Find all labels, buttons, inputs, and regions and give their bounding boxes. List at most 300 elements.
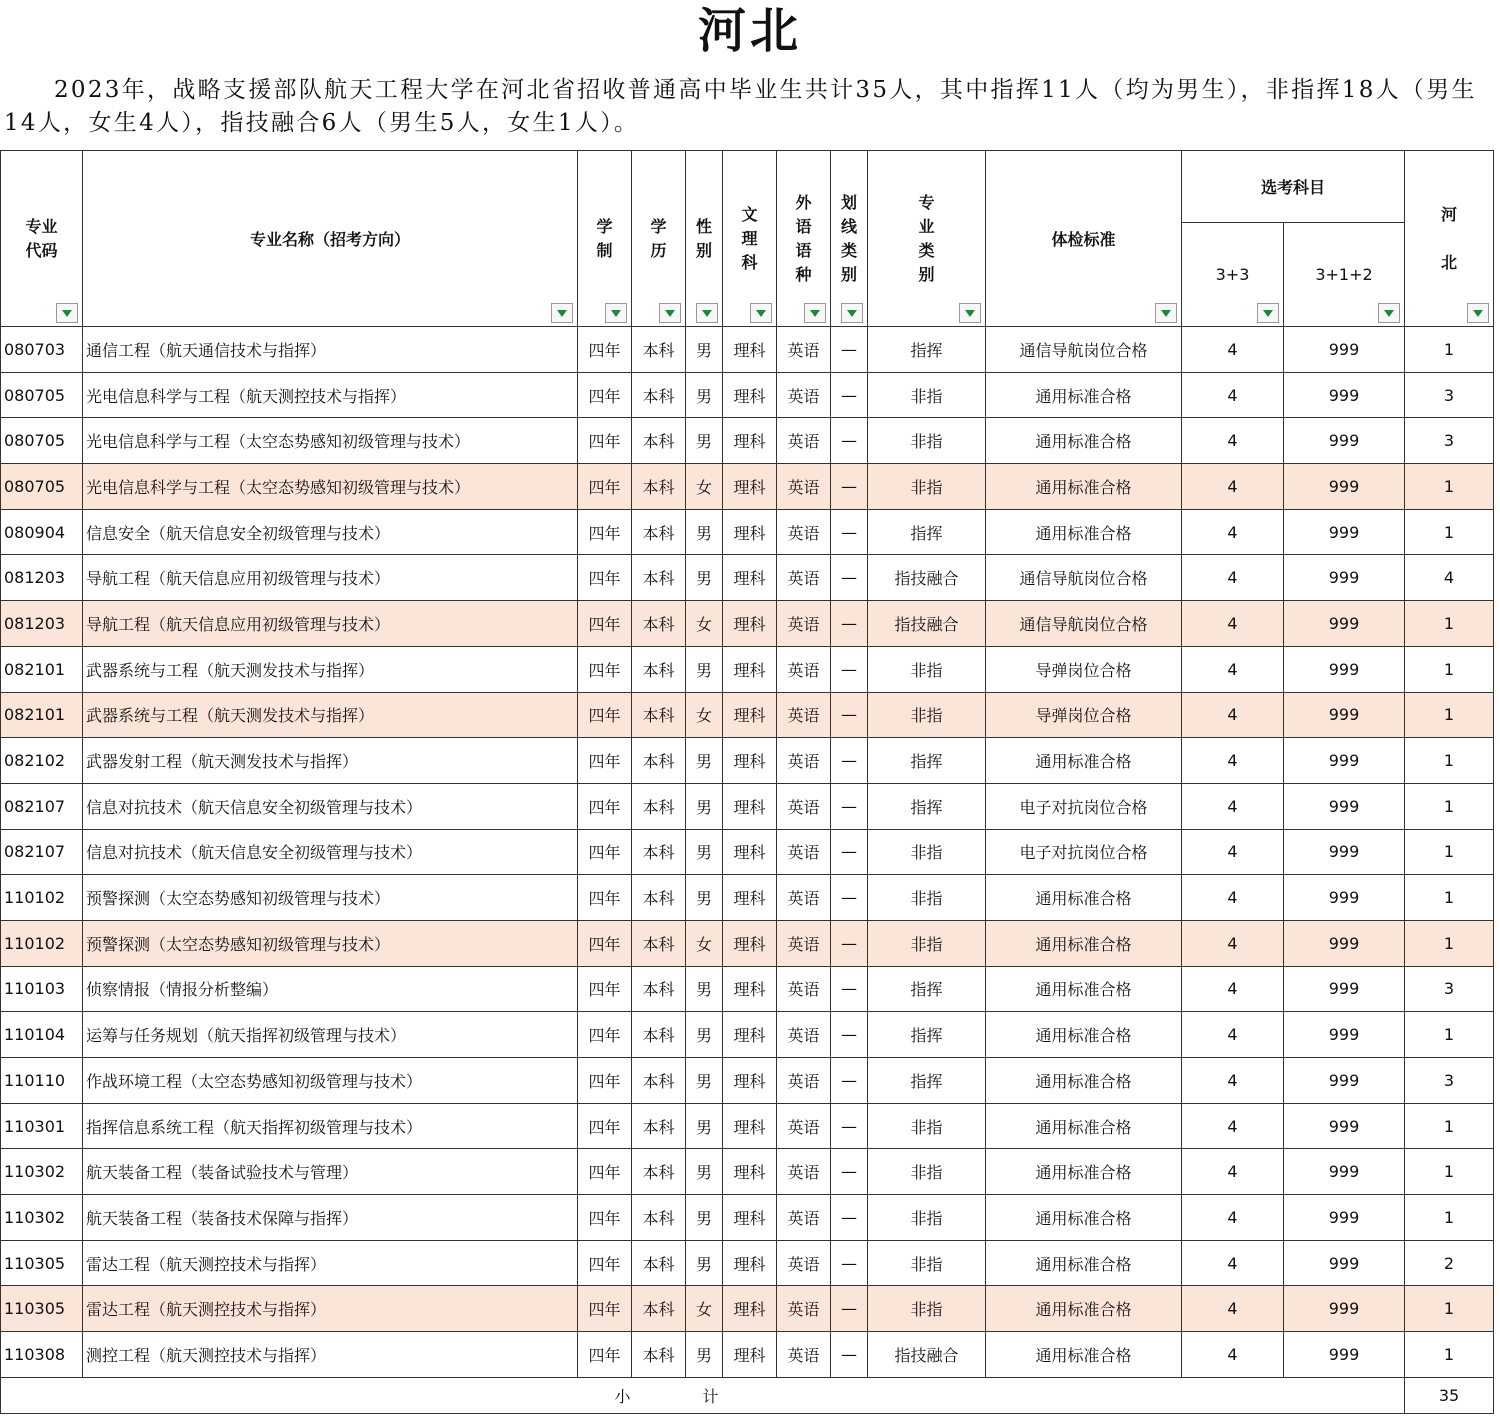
cell-duration: 四年 [578,966,632,1012]
cell-hebei-count: 1 [1405,692,1494,738]
cell-track: 理科 [723,327,777,373]
cell-major-name: 信息对抗技术（航天信息安全初级管理与技术） [83,829,578,875]
cell-health-standard: 通用标准合格 [986,1012,1182,1058]
cell-language: 英语 [777,966,831,1012]
cell-health-standard: 通用标准合格 [986,875,1182,921]
cell-major-name: 武器发射工程（航天测发技术与指挥） [83,738,578,784]
subtotal-row [1,1377,1494,1413]
cell-code: 082107 [1,829,83,875]
cell-duration: 四年 [578,1286,632,1332]
cell-health-standard: 通信导航岗位合格 [986,601,1182,647]
cell-hebei-count: 3 [1405,966,1494,1012]
header-xingbie: 性别 [686,151,723,327]
cell-3plus3: 4 [1182,783,1284,829]
cell-3plus3: 4 [1182,464,1284,510]
filter-dropdown-icon[interactable] [605,303,627,323]
cell-code: 080705 [1,418,83,464]
cell-degree: 本科 [632,1332,686,1378]
header-waiyu: 外语语种 [777,151,831,327]
table-row [1,738,1494,784]
cell-gender: 男 [686,509,723,555]
subtotal-value: 35 [1405,1377,1494,1413]
page-title: 河北 [697,3,802,59]
table-row [1,327,1494,373]
cell-hebei-count: 1 [1405,327,1494,373]
cell-degree: 本科 [632,555,686,601]
cell-code: 110302 [1,1195,83,1241]
cell-track: 理科 [723,829,777,875]
cell-track: 理科 [723,418,777,464]
cell-3plus3: 4 [1182,1012,1284,1058]
cell-gender: 女 [686,601,723,647]
cell-major-name: 光电信息科学与工程（航天测控技术与指挥） [83,372,578,418]
cell-major-type: 非指 [868,875,986,921]
cell-hebei-count: 1 [1405,875,1494,921]
table-row [1,464,1494,510]
cell-code: 082101 [1,646,83,692]
cell-degree: 本科 [632,1195,686,1241]
table-row [1,1012,1494,1058]
cell-3plus1plus2: 999 [1284,692,1405,738]
cell-line-type: — [831,646,868,692]
cell-track: 理科 [723,1195,777,1241]
cell-gender: 男 [686,555,723,601]
cell-track: 理科 [723,966,777,1012]
cell-language: 英语 [777,418,831,464]
cell-degree: 本科 [632,1103,686,1149]
enrollment-table [0,150,1494,1414]
cell-degree: 本科 [632,966,686,1012]
filter-dropdown-icon[interactable] [750,303,772,323]
cell-degree: 本科 [632,372,686,418]
cell-line-type: — [831,418,868,464]
filter-dropdown-icon[interactable] [1378,303,1400,323]
cell-code: 110308 [1,1332,83,1378]
cell-3plus1plus2: 999 [1284,601,1405,647]
cell-3plus1plus2: 999 [1284,1286,1405,1332]
cell-line-type: — [831,875,868,921]
cell-duration: 四年 [578,829,632,875]
cell-gender: 男 [686,1240,723,1286]
table-row [1,692,1494,738]
cell-code: 110302 [1,1149,83,1195]
cell-degree: 本科 [632,1240,686,1286]
intro-paragraph: 2023年，战略支援部队航天工程大学在河北省招收普通高中毕业生共计35人，其中指挥11人（均为男生），非指挥18人（男生14人，女生4人），指技融合6人（男生5人，女生1人）。 [4,77,1477,136]
cell-gender: 男 [686,1058,723,1104]
cell-3plus1plus2: 999 [1284,920,1405,966]
cell-track: 理科 [723,1103,777,1149]
header-code: 专业代码 [1,151,83,327]
cell-3plus3: 4 [1182,327,1284,373]
cell-duration: 四年 [578,327,632,373]
cell-language: 英语 [777,464,831,510]
cell-3plus1plus2: 999 [1284,555,1405,601]
cell-3plus1plus2: 999 [1284,966,1405,1012]
cell-hebei-count: 1 [1405,509,1494,555]
cell-major-type: 非指 [868,372,986,418]
cell-degree: 本科 [632,920,686,966]
cell-hebei-count: 1 [1405,1332,1494,1378]
cell-track: 理科 [723,875,777,921]
cell-line-type: — [831,738,868,784]
filter-dropdown-icon[interactable] [659,303,681,323]
cell-language: 英语 [777,1286,831,1332]
cell-code: 110305 [1,1240,83,1286]
cell-major-type: 指技融合 [868,555,986,601]
cell-major-type: 非指 [868,920,986,966]
cell-gender: 男 [686,966,723,1012]
table-row [1,783,1494,829]
cell-health-standard: 通用标准合格 [986,1149,1182,1195]
cell-code: 110305 [1,1286,83,1332]
cell-degree: 本科 [632,464,686,510]
cell-3plus1plus2: 999 [1284,783,1405,829]
cell-degree: 本科 [632,829,686,875]
cell-track: 理科 [723,738,777,784]
cell-major-name: 导航工程（航天信息应用初级管理与技术） [83,555,578,601]
cell-language: 英语 [777,601,831,647]
header-xueli: 学历 [632,151,686,327]
cell-health-standard: 通用标准合格 [986,1195,1182,1241]
cell-major-type: 指挥 [868,509,986,555]
cell-line-type: — [831,920,868,966]
cell-language: 英语 [777,829,831,875]
cell-code: 080703 [1,327,83,373]
cell-3plus1plus2: 999 [1284,1103,1405,1149]
cell-health-standard: 通用标准合格 [986,1332,1182,1378]
cell-language: 英语 [777,1012,831,1058]
cell-code: 110104 [1,1012,83,1058]
cell-line-type: — [831,1149,868,1195]
cell-language: 英语 [777,920,831,966]
cell-hebei-count: 1 [1405,1103,1494,1149]
cell-health-standard: 通用标准合格 [986,1240,1182,1286]
cell-gender: 女 [686,692,723,738]
cell-degree: 本科 [632,1286,686,1332]
cell-degree: 本科 [632,783,686,829]
table-row [1,966,1494,1012]
cell-major-name: 雷达工程（航天测控技术与指挥） [83,1240,578,1286]
cell-track: 理科 [723,692,777,738]
cell-health-standard: 通用标准合格 [986,920,1182,966]
cell-degree: 本科 [632,1012,686,1058]
cell-major-name: 作战环境工程（太空态势感知初级管理与技术） [83,1058,578,1104]
cell-line-type: — [831,327,868,373]
cell-3plus1plus2: 999 [1284,509,1405,555]
cell-hebei-count: 1 [1405,783,1494,829]
table-row [1,829,1494,875]
cell-3plus1plus2: 999 [1284,1058,1405,1104]
cell-track: 理科 [723,1286,777,1332]
header-wenli: 文理科 [723,151,777,327]
cell-health-standard: 通用标准合格 [986,1058,1182,1104]
table-row [1,1332,1494,1378]
cell-code: 110103 [1,966,83,1012]
cell-track: 理科 [723,372,777,418]
cell-major-type: 非指 [868,1286,986,1332]
cell-track: 理科 [723,464,777,510]
cell-language: 英语 [777,1058,831,1104]
cell-3plus1plus2: 999 [1284,829,1405,875]
cell-3plus3: 4 [1182,692,1284,738]
cell-code: 110301 [1,1103,83,1149]
cell-3plus3: 4 [1182,1240,1284,1286]
cell-3plus3: 4 [1182,966,1284,1012]
cell-gender: 女 [686,464,723,510]
cell-language: 英语 [777,1195,831,1241]
table-row [1,646,1494,692]
cell-language: 英语 [777,509,831,555]
cell-3plus3: 4 [1182,1058,1284,1104]
cell-language: 英语 [777,692,831,738]
cell-code: 080705 [1,372,83,418]
cell-language: 英语 [777,372,831,418]
cell-major-name: 通信工程（航天通信技术与指挥） [83,327,578,373]
cell-hebei-count: 1 [1405,646,1494,692]
cell-3plus3: 4 [1182,1149,1284,1195]
cell-duration: 四年 [578,1012,632,1058]
cell-gender: 男 [686,738,723,784]
cell-major-name: 信息对抗技术（航天信息安全初级管理与技术） [83,783,578,829]
cell-gender: 男 [686,327,723,373]
cell-hebei-count: 1 [1405,738,1494,784]
header-name: 专业名称（招考方向） [83,151,578,327]
cell-major-name: 光电信息科学与工程（太空态势感知初级管理与技术） [83,464,578,510]
cell-line-type: — [831,509,868,555]
cell-gender: 女 [686,920,723,966]
cell-line-type: — [831,1240,868,1286]
cell-track: 理科 [723,1012,777,1058]
cell-degree: 本科 [632,875,686,921]
header-xuezhi: 学制 [578,151,632,327]
cell-3plus3: 4 [1182,509,1284,555]
cell-major-type: 非指 [868,1103,986,1149]
cell-major-type: 非指 [868,464,986,510]
cell-major-name: 侦察情报（情报分析整编） [83,966,578,1012]
header-3plus1plus2: 3+1+2 [1284,223,1405,327]
cell-major-type: 指挥 [868,1012,986,1058]
cell-major-type: 指技融合 [868,1332,986,1378]
cell-track: 理科 [723,920,777,966]
cell-line-type: — [831,372,868,418]
cell-health-standard: 通用标准合格 [986,509,1182,555]
cell-code: 082102 [1,738,83,784]
cell-duration: 四年 [578,920,632,966]
table-row [1,1103,1494,1149]
cell-major-name: 光电信息科学与工程（太空态势感知初级管理与技术） [83,418,578,464]
table-row [1,601,1494,647]
filter-dropdown-icon[interactable] [804,303,826,323]
cell-hebei-count: 3 [1405,418,1494,464]
cell-major-name: 信息安全（航天信息安全初级管理与技术） [83,509,578,555]
cell-major-name: 航天装备工程（装备技术保障与指挥） [83,1195,578,1241]
table-row [1,509,1494,555]
cell-gender: 男 [686,646,723,692]
header-3plus3: 3+3 [1182,223,1284,327]
table-row [1,875,1494,921]
cell-code: 081203 [1,601,83,647]
cell-gender: 男 [686,1149,723,1195]
cell-line-type: — [831,1332,868,1378]
table-row [1,555,1494,601]
filter-dropdown-icon[interactable] [56,303,78,323]
cell-3plus1plus2: 999 [1284,372,1405,418]
cell-3plus1plus2: 999 [1284,646,1405,692]
cell-3plus1plus2: 999 [1284,1240,1405,1286]
cell-hebei-count: 3 [1405,1058,1494,1104]
table-row [1,372,1494,418]
filter-dropdown-icon[interactable] [1155,303,1177,323]
cell-major-name: 航天装备工程（装备试验技术与管理） [83,1149,578,1195]
cell-gender: 男 [686,783,723,829]
cell-degree: 本科 [632,601,686,647]
table-row [1,920,1494,966]
cell-hebei-count: 1 [1405,1195,1494,1241]
cell-duration: 四年 [578,738,632,784]
cell-degree: 本科 [632,418,686,464]
cell-duration: 四年 [578,1149,632,1195]
cell-code: 110110 [1,1058,83,1104]
cell-health-standard: 导弹岗位合格 [986,646,1182,692]
cell-hebei-count: 3 [1405,372,1494,418]
cell-language: 英语 [777,327,831,373]
cell-3plus3: 4 [1182,875,1284,921]
cell-hebei-count: 1 [1405,1286,1494,1332]
cell-major-name: 导航工程（航天信息应用初级管理与技术） [83,601,578,647]
cell-major-name: 预警探测（太空态势感知初级管理与技术） [83,875,578,921]
cell-3plus1plus2: 999 [1284,1149,1405,1195]
cell-duration: 四年 [578,1240,632,1286]
cell-duration: 四年 [578,464,632,510]
cell-major-type: 非指 [868,1240,986,1286]
cell-3plus1plus2: 999 [1284,1332,1405,1378]
cell-duration: 四年 [578,1103,632,1149]
cell-health-standard: 导弹岗位合格 [986,692,1182,738]
header-hebei: 河北 [1405,151,1494,327]
cell-degree: 本科 [632,509,686,555]
cell-3plus3: 4 [1182,920,1284,966]
cell-3plus1plus2: 999 [1284,1195,1405,1241]
cell-major-type: 指挥 [868,783,986,829]
cell-hebei-count: 1 [1405,920,1494,966]
cell-track: 理科 [723,783,777,829]
table-row [1,1195,1494,1241]
cell-gender: 男 [686,1103,723,1149]
cell-3plus3: 4 [1182,1195,1284,1241]
cell-hebei-count: 1 [1405,1149,1494,1195]
cell-hebei-count: 2 [1405,1240,1494,1286]
cell-code: 080705 [1,464,83,510]
header-huaxian: 划线类别 [831,151,868,327]
table-row [1,1149,1494,1195]
cell-major-type: 非指 [868,418,986,464]
cell-health-standard: 通信导航岗位合格 [986,555,1182,601]
cell-track: 理科 [723,646,777,692]
cell-health-standard: 通用标准合格 [986,966,1182,1012]
filter-dropdown-icon[interactable] [1257,303,1279,323]
cell-hebei-count: 1 [1405,464,1494,510]
filter-dropdown-icon[interactable] [1467,303,1489,323]
cell-track: 理科 [723,509,777,555]
cell-health-standard: 通用标准合格 [986,464,1182,510]
cell-major-type: 非指 [868,646,986,692]
cell-line-type: — [831,1103,868,1149]
cell-3plus3: 4 [1182,646,1284,692]
cell-track: 理科 [723,601,777,647]
cell-gender: 男 [686,1332,723,1378]
cell-duration: 四年 [578,1058,632,1104]
cell-line-type: — [831,829,868,875]
cell-major-type: 指技融合 [868,601,986,647]
cell-language: 英语 [777,783,831,829]
filter-dropdown-icon[interactable] [696,303,718,323]
cell-line-type: — [831,1286,868,1332]
cell-3plus3: 4 [1182,1332,1284,1378]
cell-hebei-count: 1 [1405,1012,1494,1058]
cell-language: 英语 [777,738,831,784]
filter-dropdown-icon[interactable] [841,303,863,323]
cell-3plus3: 4 [1182,1103,1284,1149]
cell-duration: 四年 [578,692,632,738]
cell-line-type: — [831,966,868,1012]
cell-line-type: — [831,555,868,601]
cell-gender: 男 [686,418,723,464]
cell-duration: 四年 [578,418,632,464]
cell-language: 英语 [777,875,831,921]
cell-code: 082107 [1,783,83,829]
cell-line-type: — [831,1058,868,1104]
cell-gender: 男 [686,829,723,875]
cell-duration: 四年 [578,555,632,601]
cell-line-type: — [831,1012,868,1058]
cell-major-type: 非指 [868,829,986,875]
cell-degree: 本科 [632,738,686,784]
cell-health-standard: 电子对抗岗位合格 [986,783,1182,829]
cell-language: 英语 [777,1332,831,1378]
cell-duration: 四年 [578,1332,632,1378]
cell-degree: 本科 [632,692,686,738]
cell-degree: 本科 [632,646,686,692]
cell-3plus3: 4 [1182,418,1284,464]
cell-code: 082101 [1,692,83,738]
cell-major-name: 武器系统与工程（航天测发技术与指挥） [83,646,578,692]
table-body [1,327,1494,1378]
cell-3plus1plus2: 999 [1284,1012,1405,1058]
table-row [1,1240,1494,1286]
table-row [1,1286,1494,1332]
cell-line-type: — [831,692,868,738]
cell-3plus1plus2: 999 [1284,327,1405,373]
cell-duration: 四年 [578,509,632,555]
cell-line-type: — [831,1195,868,1241]
cell-line-type: — [831,783,868,829]
cell-3plus3: 4 [1182,601,1284,647]
cell-hebei-count: 1 [1405,601,1494,647]
cell-duration: 四年 [578,1195,632,1241]
cell-major-name: 指挥信息系统工程（航天指挥初级管理与技术） [83,1103,578,1149]
table-row [1,418,1494,464]
cell-health-standard: 通用标准合格 [986,738,1182,784]
cell-gender: 男 [686,875,723,921]
cell-major-type: 指挥 [868,327,986,373]
cell-3plus3: 4 [1182,829,1284,875]
cell-gender: 男 [686,1195,723,1241]
table-row [1,1058,1494,1104]
filter-dropdown-icon[interactable] [551,303,573,323]
cell-hebei-count: 4 [1405,555,1494,601]
filter-dropdown-icon[interactable] [959,303,981,323]
cell-code: 110102 [1,875,83,921]
